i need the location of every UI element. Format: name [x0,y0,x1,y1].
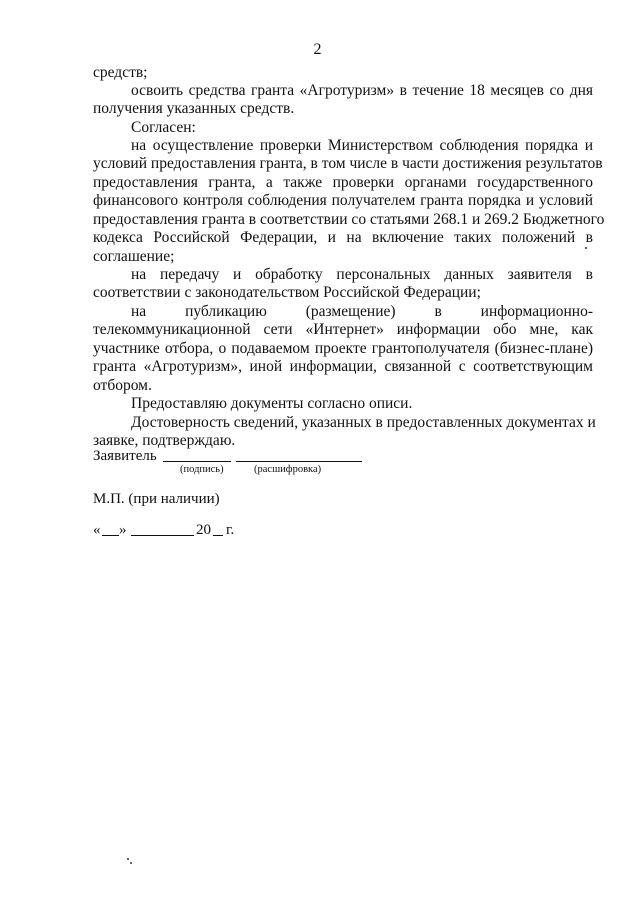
name-caption: (расшифровка) [254,464,322,475]
stamp-line: М.П. (при наличии) [93,491,220,507]
signature-line [163,461,231,462]
scan-speck [585,247,587,249]
text-line: участнике отбора, о подаваемом проекте грантополучателя (бизнес-плане) [93,340,593,357]
scan-speck [130,862,132,864]
text-line: на публикацию (размещение) в информационно- [131,303,593,320]
date-close-quote: » [119,522,127,538]
text-line: средств; [93,64,148,81]
text-line: на передачу и обработку персональных данных заявителя в [131,266,593,283]
text-line: Достоверность сведений, указанных в предоставленных документах и [131,414,596,431]
applicant-label: Заявитель [93,448,157,464]
text-line: кодекса Российской Федерации, и на включение таких положений в [93,229,593,246]
date-open-quote: « [93,522,101,538]
text-line: соответствии с законодательством Российской Федерации; [93,284,481,301]
text-line: финансового контроля соблюдения получателем гранта порядка и условий [93,192,593,209]
text-line: на осуществление проверки Министерством соблюдения порядка и [131,137,593,154]
date-year-line [213,535,223,536]
text-line: Предоставляю документы согласно описи. [131,395,413,412]
text-line: освоить средства гранта «Агротуризм» в течение 18 месяцев со дня [131,82,593,99]
text-line: гранта «Агротуризм», иной информации, связанной с соответствующим [93,358,593,375]
text-line: заявке, подтверждаю. [93,432,236,449]
text-line: соглашение; [93,248,175,265]
text-line: отбором. [93,377,152,394]
date-year-suffix: г. [226,522,235,538]
text-line: телекоммуникационной сети «Интернет» информации обо мне, как [93,321,593,338]
date-day-line [102,535,119,536]
text-line: предоставления гранта, а также проверки органами государственного [93,174,593,191]
date-year-prefix: 20 [196,522,211,538]
signature-caption: (подпись) [180,464,224,475]
text-line: условий предоставления гранта, в том числе в части достижения результатов [93,155,603,172]
scan-speck [127,858,129,860]
date-month-line [131,535,194,536]
page-number: 2 [313,41,322,58]
text-line: получения указанных средств. [93,100,295,117]
name-line [236,461,362,462]
text-line: предоставления гранта в соответствии со статьями 268.1 и 269.2 Бюджетного [93,211,605,228]
text-line: Согласен: [131,119,196,136]
